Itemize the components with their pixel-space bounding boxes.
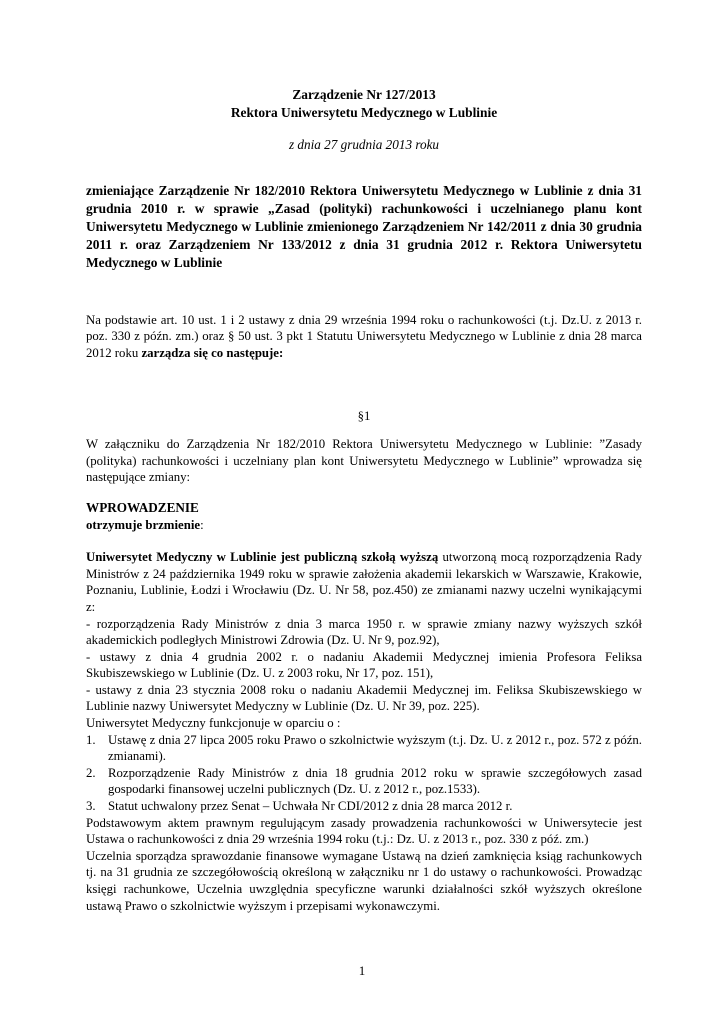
dash-item: - ustawy z dnia 4 grudnia 2002 r. o nadaniu Akademii Medycznej imienia Profesora Feliksa Skubiszewskiego w Lublinie (Dz. U. z 2003 roku, Nr 17, poz. 151), <box>86 649 642 681</box>
list-item-text: Ustawę z dnia 27 lipca 2005 roku Prawo o szkolnictwie wyższym (t.j. Dz. U. z 2012 r., poz. 572 z późn. zmianami). <box>108 732 642 764</box>
list-item-text: Statut uchwalony przez Senat – Uchwała Nr CDI/2012 z dnia 28 marca 2012 r. <box>108 799 513 814</box>
intro-heading: WPROWADZENIE <box>86 499 199 515</box>
intro-subheading-text: otrzymuje brzmienie <box>86 517 201 532</box>
document-page <box>86 86 642 914</box>
dash-item: - ustawy z dnia 23 stycznia 2008 roku o nadaniu Akademii Medycznej im. Feliksa Skubiszewskiego w Lublinie nazwy Uniwersytet Medyczny w Lublinie (Dz. U. Nr 39, poz. 225). <box>86 682 642 714</box>
list-item-number: 2. <box>86 765 96 780</box>
list-item-number: 1. <box>86 732 96 747</box>
intro-bold-lead: Uniwersytet Medyczny w Lublinie jest publiczną szkołą wyższą <box>86 550 439 565</box>
list-item <box>86 732 642 765</box>
dash-item: - rozporządzenia Rady Ministrów z dnia 3 marca 1950 r. w sprawie zmiany nazwy wyższych szkół akademickich podległych Ministrowi Zdrowia (Dz. U. Nr 9, poz.92), <box>86 616 642 648</box>
preamble <box>86 312 642 362</box>
document-subject: zmieniające Zarządzenie Nr 182/2010 Rektora Uniwersytetu Medycznego w Lublinie z dnia 31 grudnia 2010 r. w sprawie „Zasad (polityki) rachunkowości i uczelnianego planu kont Uniwersytetu Medycznego w Lublinie zmienionego Zarządzeniem Nr 142/2011 z dnia 30 grudnia 2011 r. oraz Zarządzeniem Nr 133/2012 z dnia 31 grudnia 2012 r. Rektora Uniwersytetu Medycznego w Lublinie <box>86 182 642 270</box>
basis-intro: Uniwersytet Medyczny funkcjonuje w oparciu o : <box>86 716 341 731</box>
preamble-bold-tail: zarządza się co następuje: <box>141 345 284 360</box>
list-item-text: Rozporządzenie Rady Ministrów z dnia 18 grudnia 2012 roku w sprawie szczegółowych zasad gospodarki finansowej uczelni publicznych (Dz. U. z 2012 r., poz.1533). <box>108 765 642 797</box>
intro-paragraph <box>86 549 642 615</box>
section-paragraph: W załączniku do Zarządzenia Nr 182/2010 Rektora Uniwersytetu Medycznego w Lublinie: ”Zasady (polityka) rachunkowości i uczelniany plan kont Uniwersytetu Medycznego w Lublinie” wprowadza się następujące zmiany: <box>86 437 642 485</box>
intro-subheading-colon: : <box>200 517 204 532</box>
list-item <box>86 765 642 798</box>
document-title <box>86 86 642 121</box>
page-number: 1 <box>358 963 366 978</box>
numbered-list <box>86 732 642 815</box>
section-mark: §1 <box>357 408 371 423</box>
list-item <box>86 798 642 815</box>
preamble-text: Na podstawie art. 10 ust. 1 i 2 ustawy z dnia 29 września 1994 roku o rachunkowości (t.j. Dz.U. z 2013 r. poz. 330 z późn. zm.) oraz § 50 ust. 3 pkt 1 Statutu Uniwersytetu Medycznego w Lublinie z dnia 28 marca 2012 roku <box>86 312 642 360</box>
closing-paragraph: Uczelnia sporządza sprawozdanie finansowe wymagane Ustawą na dzień zamknięcia ksiąg rachunkowych tj. na 31 grudnia ze szczegółowością określoną w załączniku nr 1 do ustawy o rachunkowości. Prowadząc księgi rachunkowe, Uczelnia uwzględnia specyficzne warunki działalności szkół wyższych określone ustawą Prawo o szkolnictwie wyższym i przepisami wykonawczymi. <box>86 848 642 913</box>
intro-text: utworzoną mocą rozporządzenia Rady Ministrów z 24 października 1949 roku w sprawie założenia akademii lekarskich w Warszawie, Krakowie, Poznaniu, Lublinie, Łodzi i Wrocławiu (Dz. U. Nr 58, poz.450) ze zmianami nazwy uczelni wynikającymi z: <box>86 550 642 614</box>
closing-paragraph: Podstawowym aktem prawnym regulującym zasady prowadzenia rachunkowości w Uniwersytecie jest Ustawa o rachunkowości z dnia 29 września 1994 roku (t.j.: Dz. U. z 2013 r., poz. 330 z póź. zm.) <box>86 815 642 847</box>
title-line-1: Zarządzenie Nr 127/2013 <box>292 87 436 102</box>
intro-subheading <box>86 517 642 534</box>
document-date: z dnia 27 grudnia 2013 roku <box>288 137 440 153</box>
list-item-number: 3. <box>86 799 96 814</box>
title-line-2: Rektora Uniwersytetu Medycznego w Lublinie <box>230 104 498 120</box>
